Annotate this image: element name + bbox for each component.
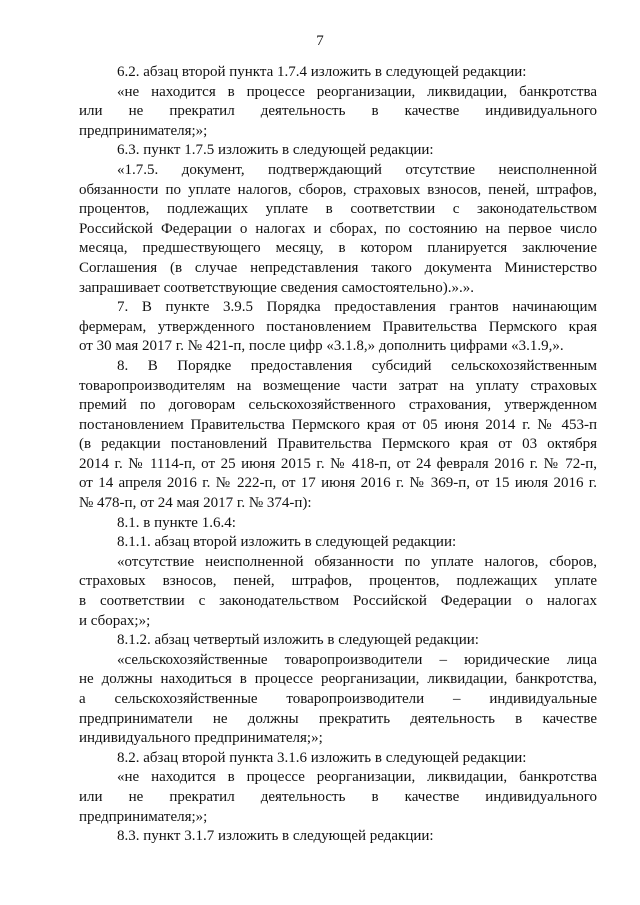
text-line: 7. В пункте 3.9.5 Порядка предоставления грантов начинающим	[117, 299, 597, 316]
text-line: № 478-п, от 24 мая 2017 г. № 374-п):	[79, 495, 312, 512]
text-line: от 14 апреля 2016 г. № 222-п, от 17 июня 2016 г. № 369-п, от 15 июля 2016 г.	[79, 475, 597, 492]
paragraph: 8.3. пункт 3.1.7 изложить в следующей редакции:	[117, 828, 434, 845]
quoted-paragraph	[79, 83, 597, 142]
paragraph: 8.1.2. абзац четвертый изложить в следующей редакции:	[117, 632, 479, 649]
text-line: индивидуального предпринимателя;»;	[79, 730, 323, 747]
text-line: предприниматели не должны прекратить деятельность в качестве	[79, 710, 597, 727]
document-body	[79, 63, 597, 847]
quoted-paragraph	[79, 161, 597, 298]
text-line: не должны находиться в процессе реорганизации, ликвидации, банкротства,	[79, 671, 597, 688]
paragraph: 6.3. пункт 1.7.5 изложить в следующей редакции:	[117, 142, 434, 159]
text-line: «не находится в процессе реорганизации, ликвидации, банкротства	[117, 769, 597, 786]
page-number: 7	[316, 33, 324, 49]
paragraph: 6.2. абзац второй пункта 1.7.4 изложить в следующей редакции:	[117, 64, 527, 80]
text-line: (в редакции постановлений Правительства Пермского края от 03 октября	[79, 436, 597, 453]
text-line: предпринимателя;»;	[79, 122, 208, 139]
text-line: или не прекратил деятельность в качестве индивидуального	[79, 103, 597, 120]
text-line: Российской Федерации о налогах и сборах, по состоянию на первое число	[79, 220, 597, 237]
text-line: предпринимателя;»;	[79, 808, 208, 825]
text-line: Соглашения (в случае непредставления такого документа Министерство	[79, 259, 597, 276]
text-line: от 30 мая 2017 г. № 421-п, после цифр «3.1.8,» дополнить цифрами «3.1.9,».	[79, 338, 564, 355]
text-line: 8. В Порядке предоставления субсидий сельскохозяйственным	[117, 357, 597, 374]
quoted-paragraph	[79, 651, 597, 749]
paragraph: 8.1. в пункте 1.6.4:	[117, 514, 236, 531]
text-line: «отсутствие неисполненной обязанности по уплате налогов, сборов,	[117, 553, 597, 570]
text-line: страховых взносов, пеней, штрафов, процентов, подлежащих уплате	[79, 573, 597, 590]
text-line: запрашивает соответствующие сведения самостоятельно).».».	[79, 279, 474, 296]
text-line: фермерам, утвержденного постановлением Правительства Пермского края	[79, 318, 597, 335]
text-line: обязанности по уплате налогов, сборов, страховых взносов, пеней, штрафов,	[79, 181, 597, 198]
paragraph	[79, 298, 597, 357]
text-line: а сельскохозяйственные товаропроизводители – индивидуальные	[79, 691, 597, 707]
text-line: в соответствии с законодательством Российской Федерации о налогах	[79, 593, 597, 610]
quoted-paragraph	[79, 553, 597, 631]
text-line: постановлением Правительства Пермского края от 05 июня 2014 г. № 453-п	[79, 416, 597, 433]
text-line: премий по договорам сельскохозяйственного страхования, утвержденном	[79, 397, 597, 414]
paragraph: 8.2. абзац второй пункта 3.1.6 изложить в следующей редакции:	[117, 749, 527, 766]
text-line: «сельскохозяйственные товаропроизводители – юридические лица	[117, 651, 597, 668]
quoted-paragraph	[79, 768, 597, 827]
paragraph: 8.1.1. абзац второй изложить в следующей редакции:	[117, 534, 457, 551]
text-line: процентов, подлежащих уплате в соответствии с законодательством	[79, 201, 597, 218]
paragraph	[79, 357, 597, 514]
text-line: товаропроизводителям на возмещение части затрат на уплату страховых	[79, 377, 597, 394]
text-line: и сборах;»;	[79, 612, 151, 629]
text-line: месяца, предшествующего месяцу, в котором планируется заключение	[79, 240, 597, 257]
text-line: 2014 г. № 1114-п, от 25 июня 2015 г. № 418-п, от 24 февраля 2016 г. № 72-п,	[79, 455, 597, 472]
text-line: «не находится в процессе реорганизации, ликвидации, банкротства	[117, 83, 597, 100]
text-line: «1.7.5. документ, подтверждающий отсутствие неисполненной	[117, 161, 597, 178]
text-line: или не прекратил деятельность в качестве индивидуального	[79, 788, 597, 805]
